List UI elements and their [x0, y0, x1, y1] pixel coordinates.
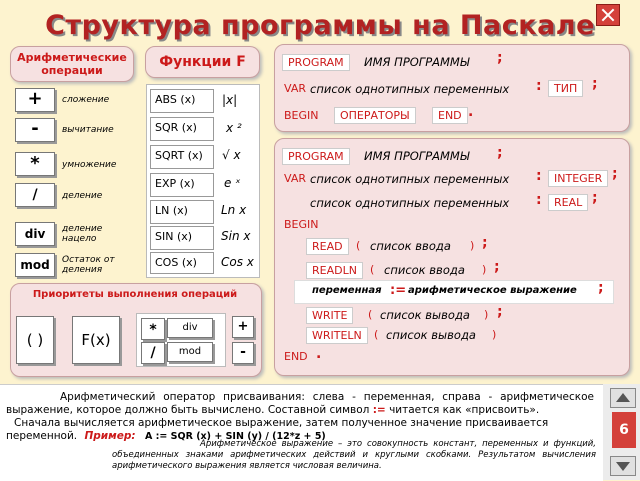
program1-end: END — [432, 107, 468, 124]
arrow-up-icon — [611, 389, 635, 407]
program1-semi2: ; — [592, 76, 598, 92]
program2-colon2: : — [536, 192, 542, 208]
notes-example-label: Пример: — [84, 430, 136, 442]
program1-var-list: список однотипных переменных — [310, 82, 510, 96]
arith-header: Арифметические операции — [10, 46, 134, 82]
func-ln[interactable]: LN (x) — [150, 200, 214, 224]
math-abs: |x| — [222, 93, 238, 107]
program2-var: VAR — [284, 172, 306, 185]
assign-semi: ; — [598, 280, 604, 296]
program2-var-list1: список однотипных переменных — [310, 172, 510, 186]
program2-readln: READLN — [306, 262, 363, 279]
program1-type: ТИП — [548, 80, 583, 97]
math-ln: Ln x — [221, 203, 247, 217]
program1-begin: BEGIN — [284, 109, 319, 122]
func-exp[interactable]: EXP (x) — [150, 173, 214, 197]
program2-keyword: PROGRAM — [282, 148, 350, 165]
assign-variable: переменная — [312, 285, 382, 296]
assign-expression: арифметическое выражение — [408, 285, 577, 296]
program2-end: END — [284, 350, 308, 363]
program2-readln-rparen: ) — [482, 263, 487, 276]
priority-paren[interactable]: ( ) — [16, 316, 54, 364]
priority-minus[interactable]: - — [232, 342, 254, 364]
program2-real: REAL — [548, 194, 588, 211]
program2-write: WRITE — [306, 307, 353, 324]
priority-mod[interactable]: mod — [167, 342, 213, 362]
math-sqr: x ² — [226, 121, 242, 135]
page-title: Структура программы на Паскале — [45, 10, 595, 41]
slash-op-label: деление — [62, 191, 103, 201]
program2-readln-lparen: ( — [370, 263, 375, 276]
program2-write-list: список вывода — [380, 308, 470, 322]
notes-assign-symbol: := — [372, 404, 386, 416]
func-sqrt[interactable]: SQRT (x) — [150, 145, 214, 169]
func-cos[interactable]: COS (x) — [150, 252, 214, 274]
minus-op-label: вычитание — [62, 125, 114, 135]
page-number: 6 — [612, 412, 636, 448]
priority-header: Приоритеты выполнения операций — [32, 289, 238, 300]
func-sqr[interactable]: SQR (x) — [150, 117, 214, 141]
priority-func[interactable]: F(x) — [72, 316, 120, 364]
program2-readln-semi: ; — [494, 259, 500, 275]
program2-name: ИМЯ ПРОГРАММЫ — [364, 149, 470, 163]
program1-operators: ОПЕРАТОРЫ — [334, 107, 416, 124]
mod-op-label: Остаток от деления — [62, 255, 115, 275]
plus-op-button[interactable]: + — [15, 88, 55, 112]
program2-integer: INTEGER — [548, 170, 608, 187]
div-op-label: деление нацело — [62, 224, 103, 244]
mul-op-label: умножение — [62, 160, 117, 170]
assign-operator: := — [390, 283, 407, 298]
program2-write-lparen: ( — [368, 308, 373, 321]
program2-semi2: ; — [612, 166, 618, 182]
program2-colon1: : — [536, 168, 542, 184]
arrow-down-icon — [611, 457, 635, 475]
program2-read-rparen: ) — [470, 239, 475, 252]
plus-op-label: сложение — [62, 95, 110, 105]
program1-var: VAR — [284, 82, 306, 95]
minus-op-button[interactable]: - — [15, 118, 55, 142]
program2-semi: ; — [497, 145, 503, 161]
func-sin[interactable]: SIN (x) — [150, 226, 214, 250]
func-header: Функции F — [145, 46, 260, 78]
program1-dot: . — [468, 104, 474, 120]
priority-slash[interactable]: / — [141, 342, 165, 364]
slash-op-button[interactable]: / — [15, 183, 55, 207]
program2-write-semi: ; — [497, 304, 503, 320]
priority-mul[interactable]: * — [141, 318, 165, 340]
mod-op-button[interactable]: mod — [15, 253, 55, 277]
notes-example: A := SQR (x) + SIN (y) / (12*z + 5) — [144, 431, 326, 442]
next-slide-button[interactable] — [610, 456, 636, 476]
notes-paragraph-1: Арифметический оператор присваивания: слева - переменная, справа - арифметическое выражение, которое должно быть вычислено. Составной символ := читается как «присвоить». — [6, 391, 594, 416]
close-icon[interactable] — [596, 4, 620, 26]
notes-area — [0, 384, 603, 481]
program2-writeln: WRITELN — [306, 327, 368, 344]
program2-writeln-list: список вывода — [386, 328, 476, 342]
mul-op-button[interactable]: * — [15, 152, 55, 176]
program1-semi: ; — [497, 50, 503, 66]
program2-read: READ — [306, 238, 349, 255]
program1-name: ИМЯ ПРОГРАММЫ — [364, 55, 470, 69]
program2-writeln-rparen: ) — [492, 328, 497, 341]
program2-writeln-lparen: ( — [374, 328, 379, 341]
program2-readln-list: список ввода — [384, 263, 465, 277]
prev-slide-button[interactable] — [610, 388, 636, 408]
program1-colon: : — [536, 78, 542, 94]
notes-paragraph-2: Сначала вычисляется арифметическое выражение, затем полученное значение присваивается переменной. Пример: A := SQR (x) + SIN (y) / (12*z + 5) — [6, 417, 549, 442]
program2-write-rparen: ) — [484, 308, 489, 321]
notes-paragraph-3: Арифметическое выражение – это совокупность констант, переменных и функций, объединенных знаками арифметических действий и круглыми скобками. Результатом вычисления арифметического выражения является числовая величина. — [112, 439, 596, 471]
program2-read-list: список ввода — [370, 239, 451, 253]
program2-read-semi: ; — [482, 235, 488, 251]
priority-plus[interactable]: + — [232, 316, 254, 338]
math-sin: Sin x — [221, 229, 251, 243]
priority-div[interactable]: div — [167, 318, 213, 338]
math-sqrt: √ x — [222, 148, 241, 162]
program1-keyword: PROGRAM — [282, 54, 350, 71]
math-exp: e ˣ — [224, 176, 241, 190]
math-cos: Cos x — [221, 255, 254, 269]
program2-semi3: ; — [592, 190, 598, 206]
func-abs[interactable]: ABS (x) — [150, 89, 214, 113]
program2-begin: BEGIN — [284, 218, 319, 231]
div-op-button[interactable]: div — [15, 222, 55, 246]
program2-read-lparen: ( — [356, 239, 361, 252]
program2-dot: . — [316, 346, 322, 362]
program2-var-list2: список однотипных переменных — [310, 196, 510, 210]
